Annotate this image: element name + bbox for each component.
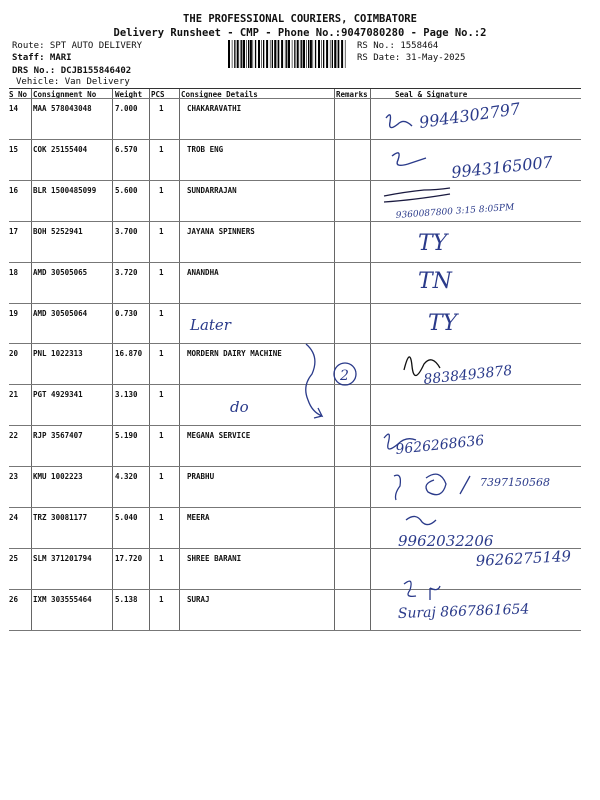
cell-pcs: 1 <box>159 513 164 522</box>
barcode-bar <box>306 40 307 68</box>
cell-sno: 17 <box>9 226 19 236</box>
cell-pcs: 1 <box>159 349 164 359</box>
barcode-bar <box>345 40 346 68</box>
cell-consignee: TROB ENG <box>187 144 224 154</box>
handwritten-phone: 9360087800 3:15 8:05PM <box>395 202 515 221</box>
row-divider <box>9 548 581 549</box>
header-divider <box>9 98 581 99</box>
barcode-bar <box>255 40 256 68</box>
barcode-bar <box>261 40 262 68</box>
barcode-bar <box>310 40 312 68</box>
cell-cons: AMD 30505064 <box>33 308 88 318</box>
barcode-bar <box>232 40 233 68</box>
barcode-bar <box>303 40 305 68</box>
handwritten-name-phone: Suraj 8667861654 <box>397 601 530 622</box>
cell-weight: 17.720 <box>115 553 143 563</box>
barcode-bar <box>243 40 245 68</box>
barcode-bar <box>288 40 290 68</box>
barcode-bar <box>272 40 273 68</box>
barcode-bar <box>308 40 309 68</box>
handwritten-phone: 9626268636 <box>394 432 486 458</box>
handwritten-phone: 9944302797 <box>417 98 522 132</box>
column-header-remarks: Remarks <box>336 90 368 99</box>
cell-pcs: 1 <box>159 594 164 604</box>
cell-pcs: 1 <box>159 431 164 441</box>
route-label: Route: SPT AUTO DELIVERY <box>12 41 143 51</box>
cell-weight: 0.730 <box>115 308 138 318</box>
barcode-bar <box>338 40 339 68</box>
handwritten-phone: 9626275149 <box>475 547 572 570</box>
cell-consignee: PRABHU <box>187 472 215 482</box>
handwritten-phone: 7397150568 <box>480 476 550 489</box>
cell-weight: 5.138 <box>115 594 138 604</box>
cell-weight: 4.320 <box>115 472 138 482</box>
cell-consignee: SURAJ <box>187 594 210 604</box>
cell-weight: 3.130 <box>115 390 138 400</box>
barcode-bar <box>228 40 230 68</box>
barcode-bar <box>285 40 286 68</box>
cell-consignee: SHREE BARANI <box>187 553 242 563</box>
barcode-bar <box>281 40 283 68</box>
barcode-bar <box>337 40 338 68</box>
cell-pcs: 1 <box>159 104 164 113</box>
cell-sno: 18 <box>9 267 19 277</box>
cell-sno: 22 <box>9 431 19 441</box>
barcode-bar <box>270 40 271 68</box>
cell-pcs: 1 <box>159 267 164 277</box>
barcode-bar <box>315 40 316 68</box>
cell-cons: TRZ 30081177 <box>33 513 88 522</box>
cell-sno: 20 <box>9 349 19 359</box>
column-header-signature: Seal & Signature <box>395 90 468 99</box>
barcode-bar <box>326 40 328 68</box>
cell-consignee: MEERA <box>187 513 210 522</box>
cell-pcs: 1 <box>159 390 164 400</box>
column-header-sno: S No <box>9 90 28 99</box>
barcode-bar <box>248 40 249 68</box>
row-divider <box>9 507 581 508</box>
row-divider <box>9 630 581 631</box>
cell-cons: KMU 1002223 <box>33 472 83 482</box>
column-header-consignee: Consignee Details <box>181 90 258 99</box>
cell-sno: 26 <box>9 594 19 604</box>
cell-sno: 15 <box>9 144 19 154</box>
cell-pcs: 1 <box>159 226 164 236</box>
barcode-bar <box>286 40 287 68</box>
cell-consignee: MORDERN DAIRY MACHINE <box>187 349 282 359</box>
cell-sno: 16 <box>9 185 19 195</box>
cell-cons: AMD 30505065 <box>33 267 88 277</box>
barcode-bar <box>332 40 333 68</box>
barcode-bar <box>321 40 322 68</box>
vehicle-label: Vehicle: Van Delivery <box>16 77 130 87</box>
cell-weight: 5.190 <box>115 431 138 441</box>
row-divider <box>9 221 581 222</box>
barcode-bar <box>277 40 278 68</box>
cell-consignee: CHAKARAVATHI <box>187 104 242 113</box>
cell-cons: COK 25155404 <box>33 144 88 154</box>
barcode-bar <box>297 40 299 68</box>
cell-cons: SLM 371201794 <box>33 553 92 563</box>
runsheet-table <box>9 88 581 630</box>
barcode-bar <box>301 40 302 68</box>
cell-weight: 5.040 <box>115 513 138 522</box>
cell-cons: PNL 1022313 <box>33 349 83 359</box>
barcode-bar <box>274 40 276 68</box>
row-divider <box>9 425 581 426</box>
barcode-bar <box>240 40 241 68</box>
barcode-bar <box>234 40 235 68</box>
barcode-bar <box>241 40 242 68</box>
cell-consignee: SUNDARRAJAN <box>187 185 237 195</box>
cell-cons: RJP 3567407 <box>33 431 83 441</box>
cell-cons: MAA 578043048 <box>33 104 92 113</box>
barcode <box>228 40 348 68</box>
cell-weight: 3.700 <box>115 226 138 236</box>
barcode-bar <box>323 40 324 68</box>
handwritten-phone: 8838493878 <box>422 362 514 388</box>
column-header-weight: Weight <box>115 90 143 99</box>
cell-weight: 6.570 <box>115 144 138 154</box>
column-header-consignment: Consignment No <box>33 90 97 99</box>
handwritten-note: do <box>230 398 249 416</box>
cell-weight: 3.720 <box>115 267 138 277</box>
cell-cons: BLR 1500485099 <box>33 185 97 195</box>
barcode-bar <box>263 40 264 68</box>
barcode-bar <box>258 40 260 68</box>
cell-pcs: 1 <box>159 308 164 318</box>
barcode-bar <box>250 40 252 68</box>
cell-cons: BOH 5252941 <box>33 226 83 236</box>
cell-consignee: JAYANA SPINNERS <box>187 226 255 236</box>
cell-weight: 5.600 <box>115 185 138 195</box>
cell-pcs: 1 <box>159 185 164 195</box>
barcode-bar <box>278 40 279 68</box>
row-divider <box>9 384 581 385</box>
barcode-bar <box>300 40 301 68</box>
barcode-bar <box>341 40 343 68</box>
circled-number-label: 2 <box>340 368 349 384</box>
row-divider <box>9 180 581 181</box>
cell-cons: IXM 303555464 <box>33 594 92 604</box>
runsheet-subtitle: Delivery Runsheet - CMP - Phone No.:9047080280 - Page No.:2 <box>113 27 487 39</box>
company-title: THE PROFESSIONAL COURIERS, COIMBATORE <box>183 13 417 25</box>
staff-label: Staff: MARI <box>12 53 72 63</box>
barcode-bar <box>246 40 247 68</box>
handwritten-initials: TY <box>418 231 448 256</box>
cell-weight: 7.000 <box>115 104 138 113</box>
cell-pcs: 1 <box>159 144 164 154</box>
cell-sno: 24 <box>9 513 19 522</box>
row-divider <box>9 262 581 263</box>
cell-sno: 14 <box>9 104 19 113</box>
rs-number: RS No.: 1558464 <box>357 41 439 51</box>
cell-sno: 25 <box>9 553 19 563</box>
row-divider <box>9 303 581 304</box>
handwritten-phone: 9943165007 <box>450 152 554 182</box>
handwritten-phone: 9962032206 <box>398 532 494 550</box>
cell-weight: 16.870 <box>115 349 143 359</box>
cell-cons: PGT 4929341 <box>33 390 83 400</box>
cell-pcs: 1 <box>159 472 164 482</box>
column-header-pcs: PCS <box>151 90 165 99</box>
cell-pcs: 1 <box>159 553 164 563</box>
cell-consignee: ANANDHA <box>187 267 219 277</box>
barcode-bar <box>313 40 314 68</box>
rs-date: RS Date: 31-May-2025 <box>357 53 466 63</box>
barcode-bar <box>318 40 320 68</box>
barcode-bar <box>266 40 268 68</box>
handwritten-note: Later <box>190 316 231 334</box>
barcode-bar <box>292 40 293 68</box>
cell-sno: 19 <box>9 308 19 318</box>
barcode-bar <box>294 40 295 68</box>
row-divider <box>9 343 581 344</box>
barcode-bar <box>334 40 336 68</box>
barcode-bar <box>237 40 239 68</box>
row-divider <box>9 139 581 140</box>
cell-sno: 21 <box>9 390 19 400</box>
drs-number: DRS No.: DCJB155846402 <box>12 66 132 76</box>
handwritten-initials: TY <box>428 311 458 336</box>
row-divider <box>9 466 581 467</box>
cell-sno: 23 <box>9 472 19 482</box>
barcode-bar <box>330 40 331 68</box>
barcode-bar <box>253 40 254 68</box>
cell-consignee: MEGANA SERVICE <box>187 431 251 441</box>
row-divider <box>9 589 581 590</box>
handwritten-initials: TN <box>418 269 452 294</box>
